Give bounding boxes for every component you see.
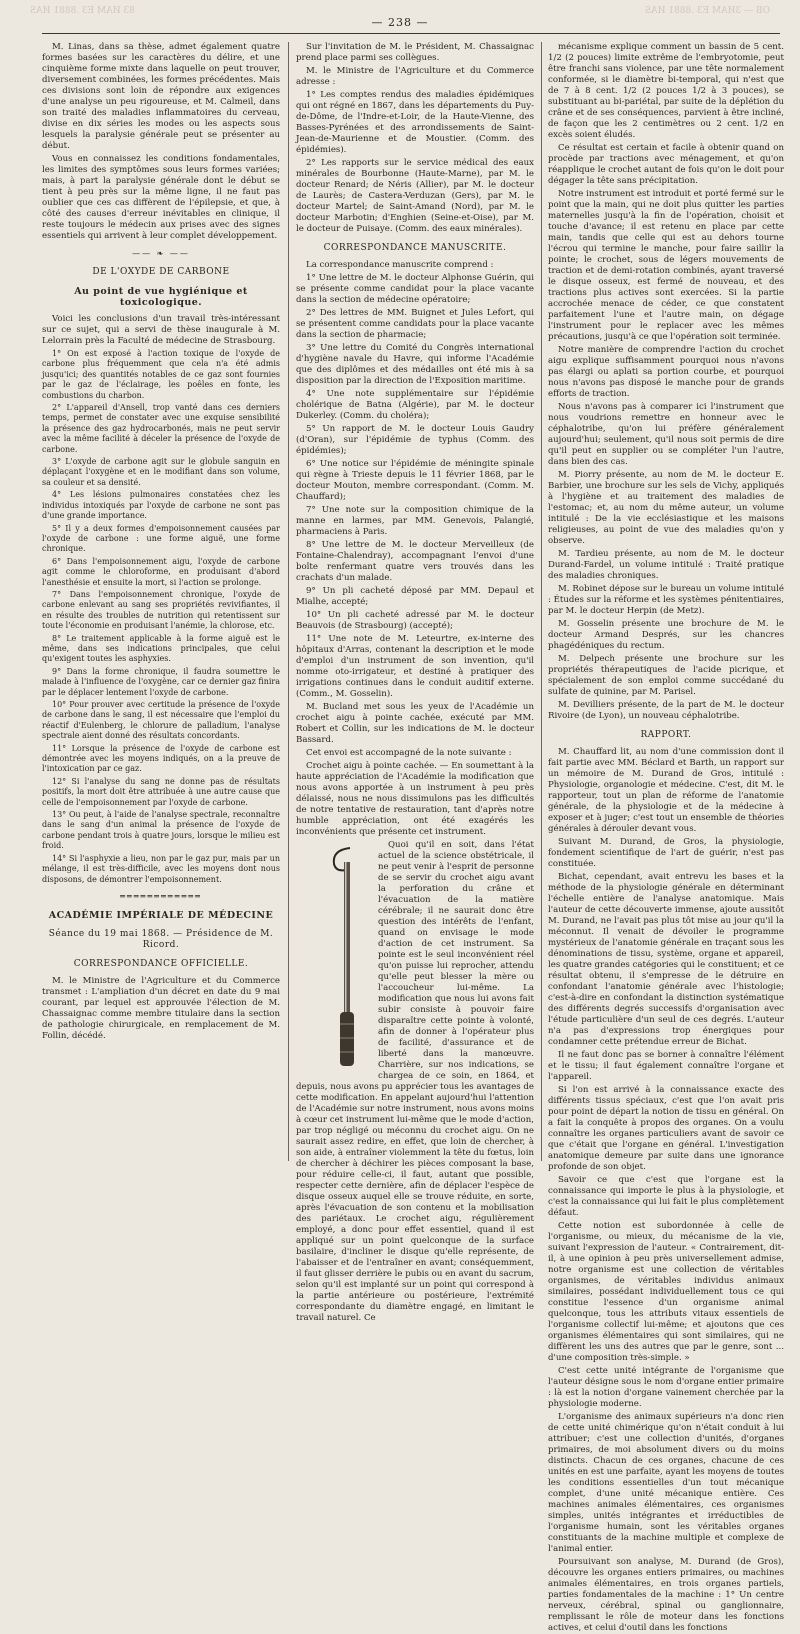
column-divider (288, 42, 289, 1161)
section-title: DE L'OXYDE DE CARBONE (92, 267, 230, 277)
paragraph: M. Piorry présente, au nom de M. le docteur E. Barbier, une brochure sur les sels de Vichy, appliqués à l'hygiène et au traitement des maladies de l'estomac; et, au nom du même auteur, un volume intitulé : De la vie ecclésiastique et les maisons religieuses, au point de vue des maladies qu'on y observe. (548, 470, 784, 546)
paragraph: Savoir ce que c'est que l'organe est la connaissance qui importe le plus à la physiologie, et c'est la connaissance qui lui fait le plus complètement défaut. (548, 1175, 784, 1218)
conclusions-list (42, 349, 280, 885)
page-number: — 238 — (371, 16, 429, 29)
correspondence-title: CORRESPONDANCE MANUSCRITE. (323, 243, 507, 253)
list-item: 1° Les comptes rendus des maladies épidémiques qui ont régné en 1867, dans les départements du Puy-de-Dôme, de l'Indre-et-Loir, de la Haute-Vienne, des Basses-Pyrénées et des arrondissements de Saint-Jean-de-Maurienne et de Moustier. (Comm. des épidémies). (296, 90, 534, 155)
paragraph: M. le Ministre de l'Agriculture et du Commerce adresse : (296, 66, 534, 87)
paragraph: L'organisme des animaux supérieurs n'a donc rien de cette unité chimérique qu'on n'était conduit à lui attribuer; c'est une collection d'unités, d'organes primaires, de moi absolument divers ou du moins distincts. Chacun de ces organes, chacune de ces unités en est une parfaite, ayant les moyens de toutes les conditions essentielles d'un tout mécanique complet, d'une unité mécanique entière. Ces machines animales élémentaires, ces organismes simples, unités intégrantes et irréductibles de l'organisme humain, sont les véritables organes constituants de la machine multiple et complexe de l'animal entier. (548, 1412, 784, 1554)
paragraph: Cet envoi est accompagné de la note suivante : (306, 748, 512, 758)
list-item: 1° Une lettre de M. le docteur Alphonse Guérin, qui se présente comme candidat pour la place vacante dans la section de médecine opératoire; (296, 273, 534, 305)
list-item: 9° Dans la forme chronique, il faudra soumettre le malade à l'influence de l'oxygène, car ce dernier gaz finira par le déplacer lentement l'oxyde de carbone. (42, 666, 280, 697)
list-item: 1° On est exposé à l'action toxique de l'oxyde de carbone plus fréquemment que cela n'a été admis jusqu'ici; des quantités notables de ce gaz sont fournies par le gaz de l'éclairage, les poêles en fonte, les combustions du charbon. (42, 349, 280, 400)
paragraph: Poursuivant son analyse, M. Durand (de Gros), découvre les organes entiers primaires, ou machines animales élémentaires, en trois organes partiels, parties fondamentales de la machine : 1° Un centre nerveux, cérébral, spinal ou ganglionnaire, remplissant le rôle de moteur dans les fonctions actives, et celui d'outil dans les fonctions (548, 1557, 784, 1633)
list-item: 5° Un rapport de M. le docteur Louis Gaudry (d'Oran), sur l'épidémie de typhus (Comm. des épidémies); (296, 424, 534, 456)
paragraph: M. Delpech présente une brochure sur les propriétés thérapeutiques de l'acide picrique, et spécialement de son emploi comme succédané du sulfate de quinine, par M. Parisel. (548, 654, 784, 697)
list-item: 14° Si l'asphyxie a lieu, non par le gaz pur, mais par un mélange, il est très-difficile, avec les moyens dont nous disposons, de démontrer l'empoisonnement. (42, 853, 280, 884)
rapport-title: RAPPORT. (640, 730, 692, 740)
paragraph: C'est cette unité intégrante de l'organisme que l'auteur désigne sous le nom d'organe entier primaire : là est la notion d'organe vainement cherchée par la physiologie moderne. (548, 1366, 784, 1409)
paragraph: mécanisme explique comment un bassin de 5 cent. 1/2 (2 pouces) limite extrême de l'embryotomie, peut être franchi sans violence, par une tête normalement conformée, si le diamètre bi-temporal, qui n'est que de 7 à 8 cent. 1/2 (2 pouces 1/2 à 3 pouces), se substituant au bi-pariétal, par suite de la déplétion du crâne et de ses conséquences, parvient à être incliné, de façon que les 2 centimètres ou 2 cent. 1/2 en excès soient éludés. (548, 42, 784, 140)
list-item: 12° Si l'analyse du sang ne donne pas de résultats positifs, la mort doit être attribuée à une autre cause que celle de l'empoisonnement par l'oxyde de carbone. (42, 776, 280, 807)
list-item: 11° Lorsque la présence de l'oxyde de carbone est démontrée avec les moyens indiqués, on a la preuve de l'intoxication par ce gaz. (42, 743, 280, 774)
correspondence-title: CORRESPONDANCE OFFICIELLE. (73, 958, 249, 969)
paragraph: Quoi qu'il en soit, dans l'état actuel de la science obstétricale, il ne peut venir à l'esprit de personne de se servir du crochet aigu avant la perforation du crâne et l'évacuation de la matière cérébrale; il ne saurait donc être question des intérêts de l'enfant, quand on envisage le mode d'action de cet instrument. Sa pointe est le seul inconvénient réel qu'on puisse lui reprocher, attendu qu'elle peut blesser la mère ou l'accoucheur lui-même. La modification que nous lui avons fait subir consiste à pouvoir faire disparaître cette pointe à volonté, afin de donner à l'opérateur plus de facilité, d'assurance et de liberté dans la manœuvre. Charrière, sur nos indications, se chargea de ce soin, en 1864, et depuis, nous avons pu apprécier tous les avantages de cette modification. En appelant aujourd'hui l'attention de l'Académie sur notre instrument, nous avons moins à cœur cet instrument lui-même que le mode d'action, par trop négligé ou méconnu du crochet aigu. On ne saurait assez redire, en effet, que loin de chercher, à son aide, à entraîner violemment la tête du fœtus, loin de chercher à déchirer les pièces composant la base, pour réduire celle-ci, il faut, autant que possible, respecter cette dernière, afin de déplacer l'espèce de disque osseux auquel elle se trouve réduite, en sorte, après l'évacuation de son contenu et la mobilisation des pariétaux. Le crochet aigu, régulièrement employé, a donc pour effet essentiel, quand il est appliqué sur un point quelconque de la surface basilaire, d'incliner le disque qu'elle représente, de l'abaisser et de l'entraîner en avant; conséquemment, il faut glisser derrière le pubis ou en avant du sacrum, selon qu'il est implanté sur un point qui correspond à la partie antérieure ou postérieure, l'extrémité correspondante du diamètre engagé, en limitant le travail naturel. Ce (296, 840, 534, 1323)
header-rule (42, 33, 780, 34)
paragraph: Nous n'avons pas à comparer ici l'instrument que nous voudrions remettre en honneur avec le céphalotribe, qu'on lui préfère généralement aujourd'hui; seulement, qu'il nous soit permis de dire qu'il peut en supplier ou se compléter l'un l'autre, dans bien des cas. (548, 402, 784, 467)
paragraph: Si l'on est arrivé à la connaissance exacte des différents tissus spéciaux, c'est que l'on avait pris pour point de départ la notion de tissu en général. On a fait la conquête à propos des organes. On a voulu connaître les organes particuliers avant de savoir ce que c'était que l'organe en général. L'investigation anatomique demeure par suite dans une ignorance profonde de son objet. (548, 1085, 784, 1172)
list-item: 6° Une notice sur l'épidémie de méningite spinale qui règne à Trieste depuis le 11 février 1868, par le docteur Mouton, membre correspondant. (Comm. M. Chauffard); (296, 459, 534, 502)
list-item: 4° Une note supplémentaire sur l'épidémie cholérique de Batna (Algérie), par M. le docteur Dukerley. (Comm. du choléra); (296, 389, 534, 421)
hook-instrument-illustration (320, 842, 372, 1072)
paragraph: Cette notion est subordonnée à celle de l'organisme, ou mieux, du mécanisme de la vie, suivant l'expression de l'auteur. « Contrairement, dit-il, à une opinion à peu près universellement admise, notre organisme est une collection de véritables organismes, de véritables individus animaux similaires, possédant individuellement tous ce qui constitue l'essence d'un organisme animal quelconque, tous les attributs vitaux essentiels de l'organisme collectif lui-même; et ajoutons que ces organismes élémentaires qui sont similaires, qui ne diffèrent les uns des autres que par le genre, sont ... d'une composition très-simple. » (548, 1221, 784, 1363)
paragraph: La correspondance manuscrite comprend : (306, 260, 494, 270)
list-item: 4° Les lésions pulmonaires constatées chez les individus intoxiqués par l'oxyde de carbone ne sont pas d'une grande importance. (42, 490, 280, 521)
list-item: 7° Une note sur la composition chimique de la manne en larmes, par MM. Genevois, Palangié, pharmaciens à Paris. (296, 505, 534, 537)
list-item: 10° Un pli cacheté adressé par M. le docteur Beauvois (de Strasbourg) (accepté); (296, 610, 534, 631)
paragraph: Suivant M. Durand, de Gros, la physiologie, fondement scientifique de l'art de guérir, n'est pas constituée. (548, 837, 784, 869)
paragraph: M. Chauffard lit, au nom d'une commission dont il fait partie avec MM. Béclard et Barth, un rapport sur un mémoire de M. Durand de Gros, intitulé : Physiologie, organologie et médecine. C'est, dit M. le rapporteur, tout un plan de réforme de l'anatomie générale, de la physiologie et de la médecine à exposer et à juger; c'est tout un ensemble de théories générales à dérouler devant vous. (548, 747, 784, 834)
paragraph: Vous en connaissez les conditions fondamentales, les limites des symptômes sous leurs formes variées; mais, à part la paralysie générale dont le début se tient à peu près sur la même ligne, il ne faut pas oublier que ces cas diffèrent de l'épilepsie, et que, à côté des causes d'erreur inévitables en clinique, il reste toujours le médecin aux prises avec des signes essentiels qui arrivent à leur complet développement. (42, 154, 280, 241)
list-item: 6° Dans l'empoisonnement aigu, l'oxyde de carbone agit comme le chloroforme, en produisant d'abord l'anesthésie et ensuite la mort, si l'action se prolonge. (42, 556, 280, 587)
paragraph: Bichat, cependant, avait entrevu les bases et la méthode de la physiologie générale en déterminant l'échelle entière de l'analyse anatomique. Mais l'auteur de cette découverte immense, ajoute aussitôt M. Durand, ne l'avait pas plus tôt mise au jour qu'il la méconnut. Il venait de dévoiler le programme mystérieux de l'anatomie générale en traçant sous les dénominations de tissu, système, organe et appareil, les quatre grandes catégories qui le constituent; et ce résultat obtenu, il s'empresse de le détruire en confondant l'anatomie générale avec l'histologie; c'est-à-dire en confondant la distinction systématique des différents degrés successifs d'organisation avec l'étude particulière d'un seul de ces degrés. L'auteur n'a pas d'expressions trop énergiques pour condamner cette prétendue erreur de Bichat. (548, 872, 784, 1047)
academy-title: ACADÉMIE IMPÉRIALE DE MÉDECINE (48, 909, 274, 921)
list-item: 10° Pour prouver avec certitude la présence de l'oxyde de carbone dans le sang, il est nécessaire que l'emploi du réactif d'Eulenberg, le chlorure de palladium, l'analyse spectrale aient donné des résultats concordants. (42, 700, 280, 741)
column-2 (296, 42, 534, 1323)
list-item: 7° Dans l'empoisonnement chronique, l'oxyde de carbone enlevant au sang ses propriétés revivifiantes, il en résulte des troubles de nutrition qui retentissent sur toute l'économie en produisant l'anémie, la chlorose, etc. (42, 589, 280, 631)
section-subtitle: Au point de vue hygiénique et toxicologique. (74, 286, 248, 308)
column-1 (42, 42, 280, 1173)
paragraph: M. Bucland met sous les yeux de l'Académie un crochet aigu à pointe cachée, exécuté par MM. Robert et Collin, sur les indications de M. le docteur Bassard. (296, 702, 534, 745)
ornament-divider: —— ❧ —— (132, 249, 190, 258)
paragraph: Sur l'invitation de M. le Président, M. Chassaignac prend place parmi ses collègues. (296, 42, 534, 63)
list-item: 2° Des lettres de MM. Buignet et Jules Lefort, qui se présentent comme candidats pour la place vacante dans la section de pharmacie; (296, 308, 534, 340)
list-item: 3° Une lettre du Comité du Congrès international d'hygiène navale du Havre, qui informe l'Académie que des diplômes et des médailles ont été mis à sa disposition par la direction de l'Exposition maritime. (296, 343, 534, 386)
session-line: Séance du 19 mai 1868. — Présidence de M. Ricord. (48, 928, 274, 950)
correspondence-items (296, 273, 534, 700)
paragraph: M. le Ministre de l'Agriculture et du Commerce transmet : L'ampliation d'un décret en date du 9 mai courant, par lequel est approuvée l'élection de M. Chassaignac comme membre titulaire dans la section de pathologie chirurgicale, en remplacement de M. Follin, décédé. (42, 975, 280, 1041)
paragraph: Notre instrument est introduit et porté fermé sur le point que la main, qui ne doit plus quitter les parties maternelles jusqu'à la fin de l'opération, choisit et touche d'avance; il est retenu en place par cette main, tandis que celle qui est au dehors tourne l'écrou qui termine le manche, pour faire saillir la pointe; le crochet, sous de légers mouvements de traction et de demi-rotation combinés, ayant traversé le disque osseux, est fermé de nouveau, et des tractions plus actives sont exercées. Si la partie accrochée menace de céder, ce que constatent parfaitement l'une et l'autre main, on dégage l'instrument pour le replacer avec les mêmes précautions, jusqu'à ce que l'opération soit terminée. (548, 189, 784, 342)
paragraph: Crochet aigu à pointe cachée. — En soumettant à la haute appréciation de l'Académie la modification que nous avons apportée à un instrument à peu près délaissé, nous ne nous dissimulons pas les difficultés de notre tentative de restauration, tant d'après notre humble appréciation, ont été exagérés les inconvénients que présente cet instrument. (296, 761, 534, 837)
paragraph: Ce résultat est certain et facile à obtenir quand on procède par tractions avec ménagement, et qu'on réapplique le crochet autant de fois qu'on le doit pour dégager la tête sans précipitation. (548, 143, 784, 186)
paragraph: Notre manière de comprendre l'action du crochet aigu explique suffisamment pourquoi nous n'avons pas élargi ou aplati sa portion courbe, et pourquoi nous n'avons pas disposé le manche pour de grands efforts de traction. (548, 345, 784, 399)
ministre-items (296, 90, 534, 235)
list-item: 2° Les rapports sur le service médical des eaux minérales de Bourbonne (Haute-Marne), par M. le docteur Renard; de Néris (Allier), par M. le docteur de Laurès; de Castera-Verduzan (Gers), par M. le docteur Martel; de Saint-Amand (Nord), par M. le docteur Marbotin; d'Enghien (Seine-et-Oise), par M. le docteur de Puisaye. (Comm. des eaux minérales). (296, 158, 534, 234)
list-item: 8° Le traitement applicable à la forme aiguë est le même, dans ses indications principales, que celui qu'exigent toutes les asphyxies. (42, 633, 280, 664)
list-item: 3° L'oxyde de carbone agit sur le globule sanguin en déplaçant l'oxygène et en le modifiant dans son volume, sa couleur et sa densité. (42, 457, 280, 487)
paragraph: Il ne faut donc pas se borner à connaître l'élément et le tissu; il faut également connaître l'organe et l'appareil. (548, 1050, 784, 1082)
bleed-through: ОВ — 3ИAM ЕЗ .8881 ИAS 8З ИAM ЕЗ .8881 ИAS (30, 6, 770, 16)
paragraph: Voici les conclusions d'un travail très-intéressant sur ce sujet, qui a servi de thèse inaugurale à M. Lelorrain près la Faculté de médecine de Strasbourg. (42, 314, 280, 346)
paragraph: M. Robinet dépose sur le bureau un volume intitulé : Études sur la réforme et les systèmes pénitentiaires, par M. le docteur Herpin (de Metz). (548, 584, 784, 616)
list-item: 2° L'appareil d'Ansell, trop vanté dans ces derniers temps, permet de constater avec une exquise sensibilité la présence des gaz hydrocarbonés, mais ne peut servir avec la même facilité à déceler la présence de l'oxyde de carbone. (42, 403, 280, 454)
double-rule: ════════════ (120, 891, 202, 901)
paragraph: M. Tardieu présente, au nom de M. le docteur Durand-Fardel, un volume intitulé : Traité pratique des maladies chroniques. (548, 549, 784, 581)
list-item: 8° Une lettre de M. le docteur Merveilleux (de Fontaine-Chalendray), accompagnant l'envoi d'une boîte renfermant quatre vers trouvés dans les crachats d'un malade. (296, 540, 534, 583)
list-item: 5° Il y a deux formes d'empoisonnement causées par l'oxyde de carbone : une forme aiguë, une forme chronique. (42, 523, 280, 554)
column-divider (541, 42, 542, 1161)
list-item: 9° Un pli cacheté déposé par MM. Depaul et Mialhe, accepté; (296, 586, 534, 607)
paragraph: M. Gosselin présente une brochure de M. le docteur Armand Després, sur les chancres phagédéniques du rectum. (548, 619, 784, 651)
paragraph: M. Devilliers présente, de la part de M. le docteur Rivoire (de Lyon), un nouveau céphalotribe. (548, 700, 784, 721)
paragraph: M. Linas, dans sa thèse, admet également quatre formes basées sur les caractères du délire, et une cinquième forme mixte dans laquelle on peut trouver, diversement combinées, les formes précédentes. Mais ces divisions sont loin de répondre aux exigences d'une analyse un peu rigoureuse, et M. Calmeil, dans son traité des maladies inflammatoires du cerveau, divise en dix séries les modes ou les aspects sous lesquels la paralysie générale peut se présenter au début. (42, 42, 280, 151)
list-item: 11° Une note de M. Leteurtre, ex-interne des hôpitaux d'Arras, contenant la description et le mode d'emploi d'un instrument de son invention, qu'il nomme oto-irrigateur, et destiné à pratiquer des irrigations continues dans le conduit auditif externe. (Comm., M. Gosselin). (296, 634, 534, 699)
column-3 (548, 42, 784, 1633)
list-item: 13° Ou peut, à l'aide de l'analyse spectrale, reconnaître dans le sang d'un animal la présence de l'oxyde de carbone pendant trois à quatre jours, lorsque le milieu est froid. (42, 810, 280, 851)
